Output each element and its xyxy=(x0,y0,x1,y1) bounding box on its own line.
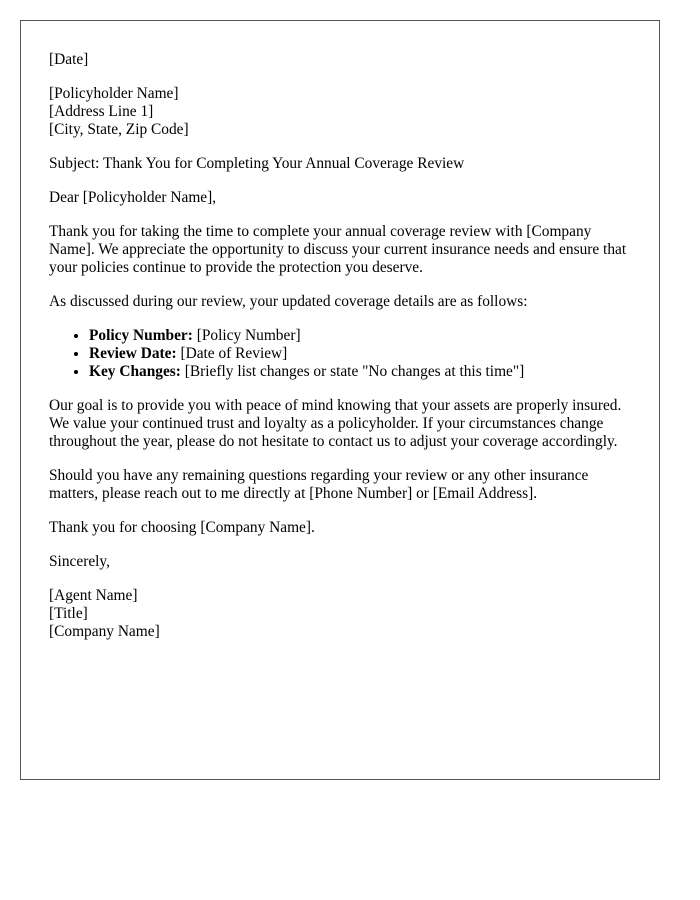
detail-value: [Date of Review] xyxy=(176,345,288,362)
agent-name: [Agent Name] xyxy=(49,587,138,604)
detail-item-review-date xyxy=(89,345,631,363)
coverage-details-list xyxy=(49,327,631,381)
letter-date: [Date] xyxy=(49,51,89,68)
detail-item-key-changes xyxy=(89,363,631,381)
agent-company: [Company Name] xyxy=(49,623,160,640)
salutation: Dear [Policyholder Name], xyxy=(49,189,217,206)
closing: Sincerely, xyxy=(49,553,110,570)
detail-label: Key Changes: xyxy=(89,363,181,380)
recipient-city-state-zip: [City, State, Zip Code] xyxy=(49,121,189,138)
detail-label: Review Date: xyxy=(89,345,177,362)
detail-label: Policy Number: xyxy=(89,327,193,344)
detail-value: [Briefly list changes or state "No changes at this time"] xyxy=(180,363,525,380)
detail-value: [Policy Number] xyxy=(192,327,301,344)
subject-line: Subject: Thank You for Completing Your Annual Coverage Review xyxy=(49,155,465,172)
signature-block xyxy=(49,587,631,641)
date-block xyxy=(49,51,631,69)
detail-item-policy-number xyxy=(89,327,631,345)
recipient-name: [Policyholder Name] xyxy=(49,85,179,102)
intro-paragraph: Thank you for taking the time to complete your annual coverage review with [Company Name]. We appreciate the opportunity to discuss your current insurance needs and ensure that your policies continue to provide the protection you deserve. xyxy=(49,223,627,276)
details-intro-paragraph: As discussed during our review, your updated coverage details are as follows: xyxy=(49,293,528,310)
recipient-address-block xyxy=(49,85,631,139)
questions-paragraph: Should you have any remaining questions regarding your review or any other insurance matters, please reach out to me directly at [Phone Number] or [Email Address]. xyxy=(49,467,589,502)
thanks-paragraph: Thank you for choosing [Company Name]. xyxy=(49,519,315,536)
goal-paragraph: Our goal is to provide you with peace of mind knowing that your assets are properly insured. We value your continued trust and loyalty as a policyholder. If your circumstances change throughout the year, please do not hesitate to contact us to adjust your coverage accordingly. xyxy=(49,397,622,450)
recipient-address-line-1: [Address Line 1] xyxy=(49,103,154,120)
agent-title: [Title] xyxy=(49,605,88,622)
letter-page xyxy=(20,20,660,780)
